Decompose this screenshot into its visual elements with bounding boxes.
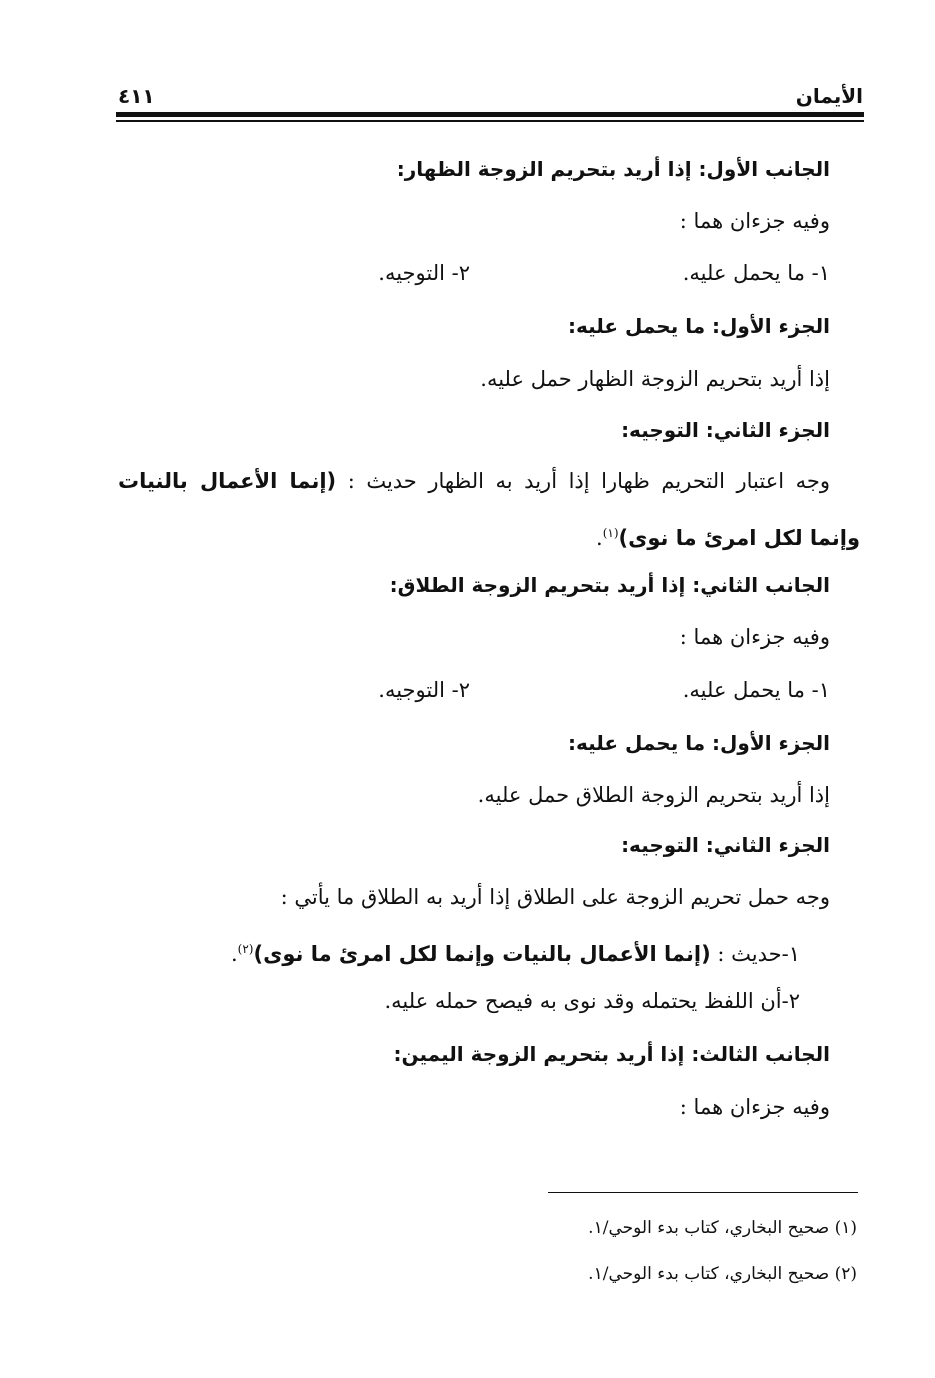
paragraph: وفيه جزءان هما : — [679, 209, 830, 233]
running-title: الأيمان — [795, 84, 863, 108]
paragraph: وفيه جزءان هما : — [679, 1095, 830, 1119]
list-item: ٢-أن اللفظ يحتمله وقد نوى به فيصح حمله عليه. — [384, 989, 800, 1013]
paragraph — [118, 466, 830, 496]
list-item-text: ١-حديث : — [717, 942, 800, 966]
page-number: ٤١١ — [118, 84, 155, 108]
footnote-ref: (١) — [602, 526, 619, 540]
list-item: ١- ما يحمل عليه. — [682, 261, 830, 285]
list-item: ١- ما يحمل عليه. — [682, 678, 830, 702]
paragraph — [596, 518, 860, 553]
footnote-rule — [548, 1192, 858, 1193]
footnote: (٢) صحيح البخاري، كتاب بدء الوحي/١. — [588, 1264, 857, 1284]
section-heading-3: الجانب الثالث: إذا أريد بتحريم الزوجة اليمين: — [393, 1042, 830, 1066]
punctuation: . — [596, 526, 603, 550]
list-item: ٢- التوجيه. — [378, 678, 470, 702]
footnote-ref: (٢) — [237, 942, 254, 956]
section-heading-2: الجانب الثاني: إذا أريد بتحريم الزوجة الطلاق: — [389, 573, 830, 597]
paragraph: وجه حمل تحريم الزوجة على الطلاق إذا أريد به الطلاق ما يأتي : — [280, 885, 830, 909]
hadith-text: وإنما لكل امرئ ما نوى) — [618, 526, 860, 550]
hadith-text: (إنما الأعمال بالنيات — [118, 469, 337, 493]
subheading: الجزء الثاني: التوجيه: — [621, 418, 830, 442]
footnote: (١) صحيح البخاري، كتاب بدء الوحي/١. — [588, 1218, 857, 1238]
list-item — [231, 934, 800, 969]
paragraph: وفيه جزءان هما : — [679, 625, 830, 649]
paragraph: إذا أريد بتحريم الزوجة الطلاق حمل عليه. — [477, 783, 830, 807]
header-rule-thick — [116, 112, 864, 117]
subheading: الجزء الثاني: التوجيه: — [621, 833, 830, 857]
page-header — [118, 84, 863, 114]
subheading: الجزء الأول: ما يحمل عليه: — [567, 731, 830, 755]
paragraph-text: وجه اعتبار التحريم ظهارا إذا أريد به الظهار حديث : — [347, 469, 831, 493]
punctuation: . — [230, 942, 238, 966]
header-rule-thin — [116, 120, 864, 122]
paragraph: إذا أريد بتحريم الزوجة الظهار حمل عليه. — [480, 367, 830, 391]
list-item: ٢- التوجيه. — [378, 261, 470, 285]
subheading: الجزء الأول: ما يحمل عليه: — [567, 314, 830, 338]
hadith-text: (إنما الأعمال بالنيات وإنما لكل امرئ ما نوى) — [253, 942, 711, 966]
section-heading-1: الجانب الأول: إذا أريد بتحريم الزوجة الظهار: — [396, 157, 830, 181]
